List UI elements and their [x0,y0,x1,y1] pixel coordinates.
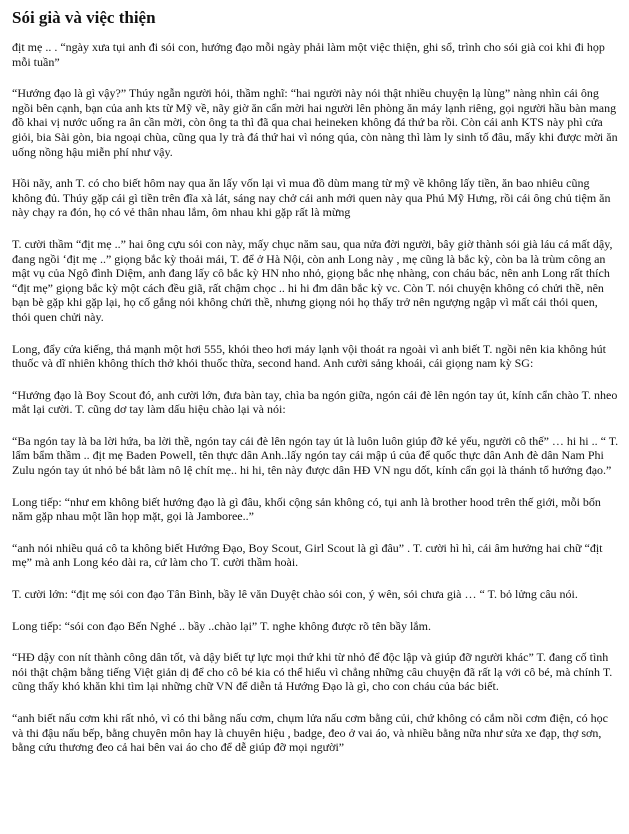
paragraph: địt mẹ .. . “ngày xưa tụi anh đi sói con, hướng đạo mỗi ngày phải làm một việc thiện, ghi sổ, trình cho sói già coi khi đi họp mỗi tuần” [12,40,605,69]
paragraph: “anh biết nấu cơm khi rất nhỏ, vì có thi bằng nấu cơm, chụm lửa nấu cơm bằng củi, chứ không có cắm nồi cơm điện, có học và thi đậu nấu bếp, bằng chuyên môn hay là chuyên hiệu , badge, đeo ở vai áo, và nhiều bằng nữa như sửa xe đạp, thợ sơn, bằng cứu thương đeo cả hai bên vai áo cho để dễ giúp đỡ mọi người” [12,711,608,755]
paragraph: “Hướng đạo là gì vậy?” Thúy ngẫn người hỏi, thầm nghĩ: “hai người này nói thật nhiều chuyện lạ lùng” nàng nhìn cái ông ngồi bên cạnh, bạn của anh kts từ Mỹ về, nãy giờ ăn cẩn mời hai người lên phòng ăn máy lạnh riêng, gọi người hầu bàn mang đồ khai vị nước uống ra ân cần mời, còn ông ta thì đã qua chai heineken không đá thứ ba rồi. Còn cái anh KTS này phì cửa giỏi, bia Sài gòn, bia ngoại chùa, cũng qua ly trà đá thứ hai vì nóng qúa, còn nàng thì làm ly sinh tố đâu, mấy khi được mời ăn uống nồng hậu miễn phí như vậy. [12,86,618,159]
paragraph: Long, đẩy cửa kiếng, thả mạnh một hơi 555, khói theo hơi máy lạnh vội thoát ra ngoài vì anh biết T. ngồi nên kia không hút thuốc và dĩ nhiên không thích thở khói thuốc thừa, second hand. Anh cười sảng khoái, cái giọng nam kỳ SG: [12,341,606,371]
paragraph: Long tiếp: “như em không biết hướng đạo là gì đâu, khối cộng sản không có, tụi anh là brother hood trên thế giới, mỗi bốn năm gặp nhau một lần họp mặt, gọi là Jamboree..” [12,494,601,524]
paragraph: Long tiếp: “sói con đạo Bến Nghé .. bầy ..chào lại” T. nghe không được rõ tên bầy lắm. [12,618,431,633]
paragraph: T. cười thầm “địt mẹ ..” hai ông cựu sói con này, mấy chục năm sau, qua nửa đời người, bây giờ thành sói già láu cá mất dậy, đang ngồi ‘địt mẹ ..” giọng bắc kỳ thoải mái, T. để ở Hà Nội, còn anh Long này , mẹ cũng là bắc kỳ, còn ba là trùm công an mật vụ của Ngô đình Diệm, anh đang lấy cô bắc kỳ HN nho nhỏ, giọng bắc nhẹ nhàng, con cháu bác, nên anh Long rất thích “địt mẹ” giọng bắc kỳ một cách đều giã, rất chậm chọc .. hi hi đm dân bắc kỳ vc. Còn T. nói chuyện không có chửi thề, nên bạn bè gặp khi gặp lại, họ cố gắng nói không chửi thề, nhưng giọng nói họ thấy trở nên ngượng ngập vì mất cái thói quen, thói quen chửi này. [12,236,613,324]
paragraph: “Ba ngón tay là ba lời hứa, ba lời thề, ngón tay cái đè lên ngón tay út là luôn luôn giúp đỡ kẻ yếu, người cô thế” … hi hi .. “ T. lẩm bẩm thầm .. địt mẹ Baden Powell, tên thực dân Anh..lấy ngón tay cái mập ú của để quốc thực dân Anh đè dân Nam Phi Zulu ngón tay út nhỏ bé bắt làm nô lệ chít mẹ.. hi hi, tên này được dân HĐ VN ngu dốt, kính cẩn gọi là thánh tổ hướng đạo.” [12,433,619,478]
paragraph: Hồi nãy, anh T. có cho biết hôm nay qua ăn lấy vốn lại vì mua đồ dùm mang từ mỹ về không lấy tiền, ăn bao nhiêu cũng không đủ. Thúy gặp cái gì tiền trên đĩa xà lát, sáng nay chở cái anh mới quen này qua Phú Mỹ Hưng, rồi cái ông chủ tiệm ăn này chạy ra đón, họ có vẻ thân nhau lắm, ôm nhau khi gặp rất là mừng [12,176,611,220]
paragraph: “anh nói nhiều quá cô ta không biết Hướng Đạo, Boy Scout, Girl Scout là gì đâu” . T. cười hì hì, cái âm hưởng hai chữ “địt mẹ” mà anh Long kéo dài ra, cứ làm cho T. cười thầm hoài. [12,540,603,570]
paragraph: “Hướng đạo là Boy Scout đó, anh cười lớn, đưa bàn tay, chìa ba ngón giữa, ngón cái đè lên ngón tay út, kính cẩn chào T. nheo mắt lại cười. T. cũng dơ tay làm dấu hiệu chào lại và nói: [12,387,618,417]
document-title: Sói già và việc thiện [12,8,156,27]
paragraph: “HĐ dậy con nít thành công dân tốt, và dậy biết tự lực mọi thứ khi từ nhỏ để độc lập và giúp đỡ người khác” T. đang cố tình nói thật chậm bằng tiếng Việt giản dị để cho cô bé kia có thể hiểu vì chẳng những câu chuyện đã rất lạ với cô bé, mà chính T. cũng thấy khó khăn khi tìm lại những chữ VN để diễn tả Hướng Đạo là gì, cho con cháu của bác biết. [12,650,613,694]
paragraph: T. cười lớn: “địt mẹ sói con đạo Tân Bình, bầy lê văn Duyệt chào sói con, ý wên, sói chưa già … “ T. bỏ lửng câu nói. [12,587,578,602]
